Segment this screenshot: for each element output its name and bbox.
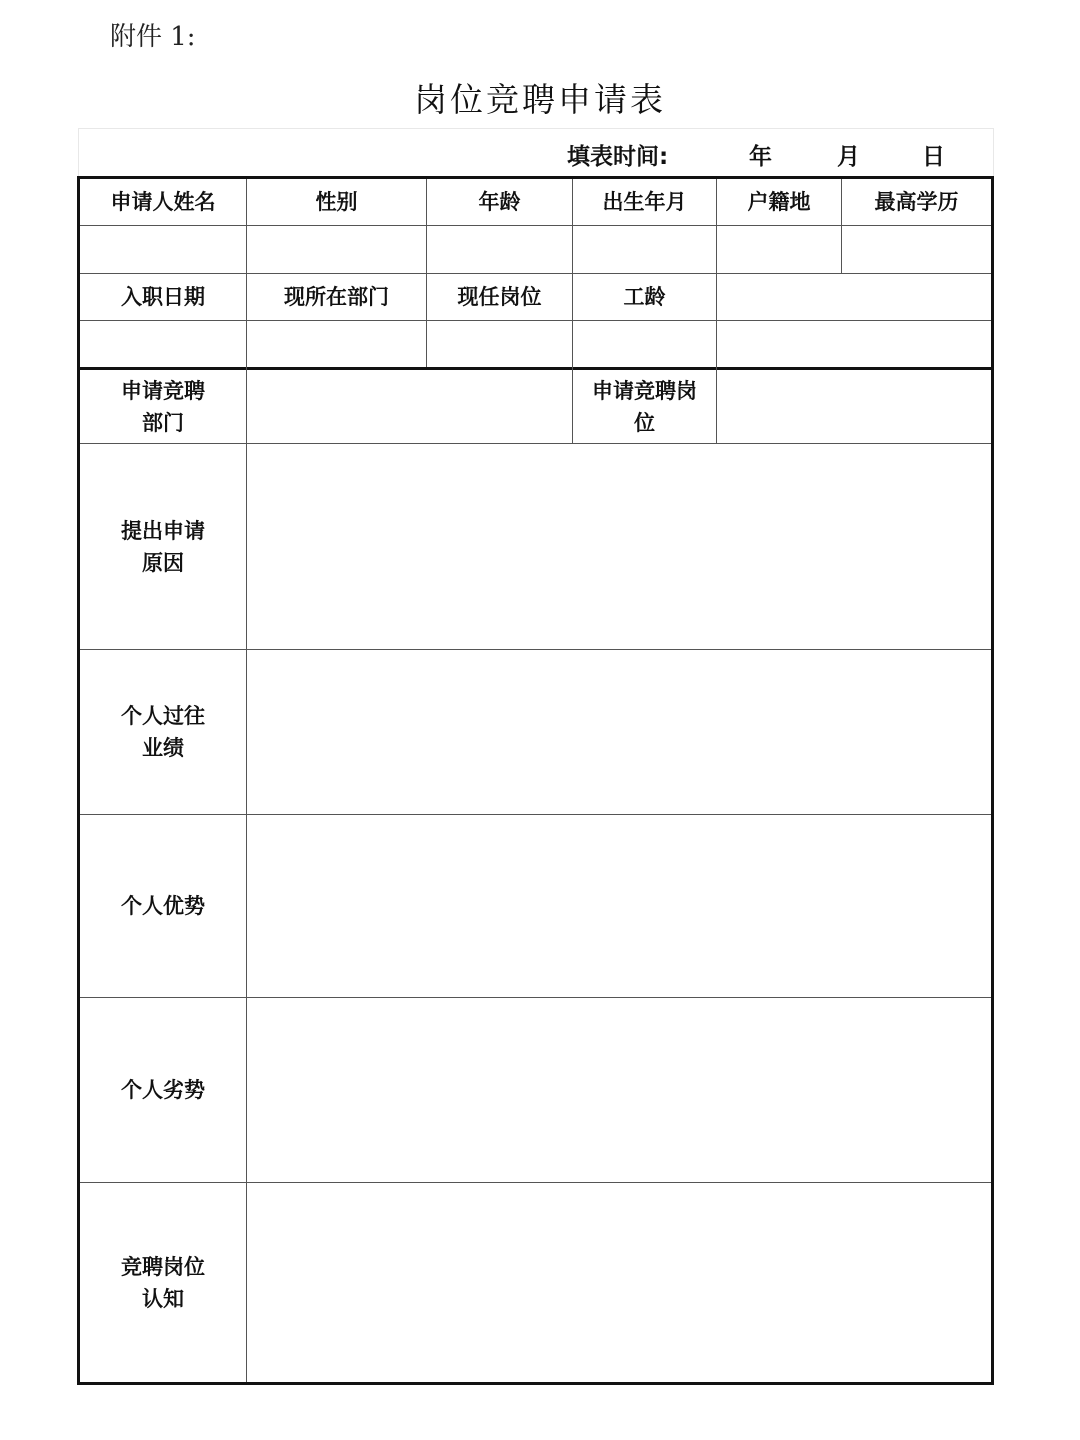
applicant-name-field[interactable] (80, 226, 246, 273)
current-position-field[interactable] (427, 321, 572, 367)
hire-date-field[interactable] (80, 321, 246, 367)
date-day-label: 日 (922, 144, 945, 170)
personal-weaknesses-label: 个人劣势 (121, 1078, 205, 1102)
date-year-label: 年 (749, 144, 772, 170)
blank-cell (717, 274, 991, 320)
household-registration-header: 户籍地 (747, 190, 811, 214)
blank-cell (717, 321, 991, 367)
position-understanding-label: 竞聘岗位 认知 (121, 1254, 205, 1311)
date-month-label: 月 (837, 144, 860, 170)
current-department-field[interactable] (247, 321, 426, 367)
current-position-header: 现任岗位 (457, 285, 542, 309)
household-registration-field[interactable] (717, 226, 841, 273)
application-reason-field[interactable] (247, 444, 991, 649)
age-header: 年龄 (478, 190, 521, 214)
personal-weaknesses-field[interactable] (247, 998, 991, 1182)
applied-position-field[interactable] (717, 370, 991, 443)
applied-department-label: 申请竞聘 部门 (121, 378, 205, 435)
personal-strengths-label: 个人优势 (121, 894, 205, 918)
position-understanding-field[interactable] (247, 1183, 991, 1382)
highest-education-field[interactable] (842, 226, 991, 273)
years-of-service-field[interactable] (573, 321, 716, 367)
highest-education-header: 最高学历 (874, 190, 959, 214)
hire-date-header: 入职日期 (121, 285, 205, 309)
applied-department-field[interactable] (247, 370, 572, 443)
age-field[interactable] (427, 226, 572, 273)
application-reason-label: 提出申请 原因 (121, 518, 205, 575)
birth-date-field[interactable] (573, 226, 716, 273)
form-title: 岗位竞聘申请表 (414, 80, 666, 119)
birth-date-header: 出生年月 (602, 190, 687, 214)
past-performance-label: 个人过往 业绩 (121, 704, 205, 760)
applied-position-label: 申请竞聘岗 位 (592, 378, 697, 435)
personal-strengths-field[interactable] (247, 815, 991, 997)
current-department-header: 现所在部门 (284, 285, 389, 309)
fill-date-label: 填表时间: (567, 144, 669, 170)
application-form-table (77, 176, 994, 1385)
gender-field[interactable] (247, 226, 426, 273)
past-performance-field[interactable] (247, 650, 991, 814)
gender-header: 性别 (315, 190, 358, 214)
years-of-service-header: 工龄 (623, 285, 666, 309)
fill-date-row (78, 128, 994, 176)
attachment-label: 附件 1: (110, 22, 196, 52)
applicant-name-header: 申请人姓名 (110, 190, 216, 214)
